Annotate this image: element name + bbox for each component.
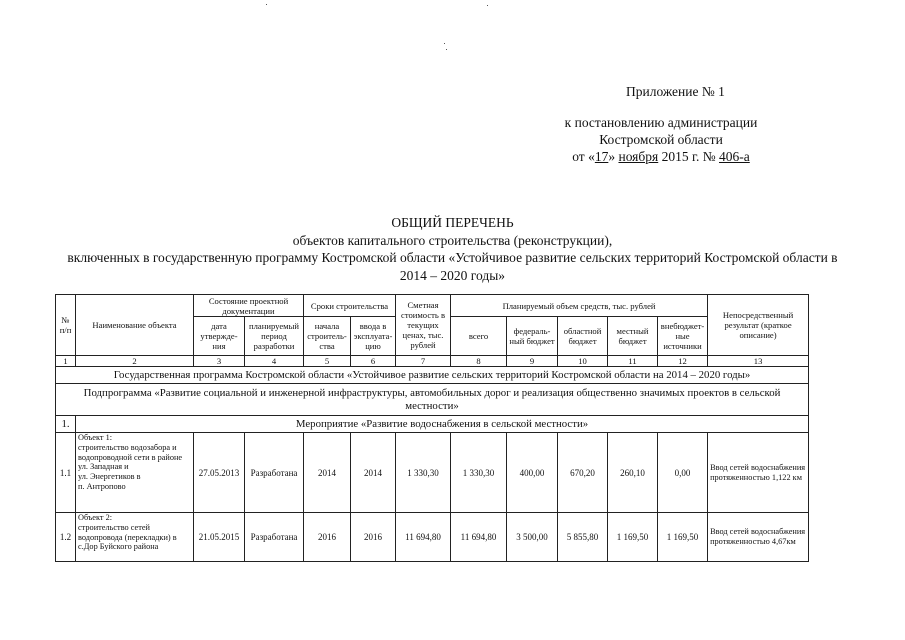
header-start: начала строитель-ства (304, 317, 351, 356)
decree-number: 406-а (719, 149, 750, 164)
row-num: 1.2 (56, 513, 76, 562)
row-extra: 0,00 (658, 433, 708, 513)
row-total: 11 694,80 (451, 513, 507, 562)
header-regional: областной бюджет (558, 317, 608, 356)
program-section: Государственная программа Костромской области «Устойчивое развитие сельских территорий Костромской области на 2014 – 2020 годы» (56, 367, 809, 384)
table-row (56, 513, 809, 562)
title-line: включенных в государственную программу Костромской области «Устойчивое развитие сельских территорий Костромской области в (67, 250, 838, 265)
column-index: 3 (194, 356, 245, 367)
decree-reference (556, 114, 766, 165)
title-heading: ОБЩИЙ ПЕРЕЧЕНЬ (391, 215, 514, 230)
row-result: Ввод сетей водоснабжения протяженностью 1,122 км (708, 433, 809, 513)
header-name: Наименование объекта (76, 295, 194, 356)
reference-line: к постановлению администрации (564, 115, 758, 130)
objects-table (55, 294, 809, 562)
header-commissioning: ввода в эксплуата-цию (351, 317, 396, 356)
row-start: 2014 (304, 433, 351, 513)
decree-month: ноября (618, 149, 659, 164)
row-regional: 670,20 (558, 433, 608, 513)
header-approval-date: дата утвержде-ния (194, 317, 245, 356)
header-local: местный бюджет (608, 317, 658, 356)
header-federal: федераль-ный бюджет (507, 317, 558, 356)
scan-speck (446, 49, 447, 50)
row-commissioning: 2016 (351, 513, 396, 562)
header-planned-funds: Планируемый объем средств, тыс. рублей (451, 295, 708, 317)
row-approval-date: 27.05.2013 (194, 433, 245, 513)
title-line: 2014 – 2020 годы» (399, 267, 506, 283)
header-construction-terms: Сроки строительства (304, 295, 396, 317)
title-line: объектов капитального строительства (реконструкции), (292, 232, 613, 248)
row-status: Разработана (245, 513, 304, 562)
column-index: 5 (304, 356, 351, 367)
scan-speck (266, 4, 267, 5)
measure-num: 1. (56, 416, 76, 433)
column-index: 7 (396, 356, 451, 367)
column-index: 6 (351, 356, 396, 367)
header-planned-period: планируемый период разработки (245, 317, 304, 356)
decree-date: от «17» ноября 2015 г. № 406-а (572, 149, 750, 164)
row-local: 1 169,50 (608, 513, 658, 562)
row-total: 1 330,30 (451, 433, 507, 513)
column-index: 12 (658, 356, 708, 367)
subprogram-section: Подпрограмма «Развитие социальной и инженерной инфраструктуры, автомобильных дорог и реализация общественно значимых проектов в сельской местности» (56, 384, 809, 416)
column-index: 9 (507, 356, 558, 367)
column-index: 13 (708, 356, 809, 367)
appendix-label: Приложение № 1 (626, 84, 725, 99)
header-num: № п/п (56, 295, 76, 356)
column-index: 10 (558, 356, 608, 367)
column-index: 4 (245, 356, 304, 367)
row-federal: 400,00 (507, 433, 558, 513)
header-total: всего (451, 317, 507, 356)
row-local: 260,10 (608, 433, 658, 513)
row-status: Разработана (245, 433, 304, 513)
scan-speck (487, 5, 488, 6)
column-index: 11 (608, 356, 658, 367)
table-row (56, 433, 809, 513)
scan-speck (444, 43, 445, 44)
row-approval-date: 21.05.2015 (194, 513, 245, 562)
header-docs-status: Состояние проектной документации (194, 295, 304, 317)
decree-day: 17 (594, 149, 609, 164)
header-extrabudget: внебюджет-ные источники (658, 317, 708, 356)
row-commissioning: 2014 (351, 433, 396, 513)
row-extra: 1 169,50 (658, 513, 708, 562)
header-result: Непосредственный результат (краткое описание) (708, 295, 809, 356)
row-result: Ввод сетей водоснабжения протяженностью 4,67км (708, 513, 809, 562)
row-start: 2016 (304, 513, 351, 562)
column-index: 1 (56, 356, 76, 367)
row-regional: 5 855,80 (558, 513, 608, 562)
row-federal: 3 500,00 (507, 513, 558, 562)
row-cost: 11 694,80 (396, 513, 451, 562)
column-index: 8 (451, 356, 507, 367)
reference-line: Костромской области (599, 132, 723, 147)
column-index: 2 (76, 356, 194, 367)
row-object-name: Объект 1: строительство водозабора и водопроводной сети в районе ул. Западная и ул. Энергетиков в п. Антропово (76, 433, 194, 513)
row-cost: 1 330,30 (396, 433, 451, 513)
row-num: 1.1 (56, 433, 76, 513)
measure-name: Мероприятие «Развитие водоснабжения в сельской местности» (76, 416, 809, 433)
row-object-name: Объект 2: строительство сетей водопровода (перекладки) в с.Дор Буйского района (76, 513, 194, 562)
document-title (0, 214, 905, 284)
header-estimated-cost: Сметная стоимость в текущих ценах, тыс. рублей (396, 295, 451, 356)
